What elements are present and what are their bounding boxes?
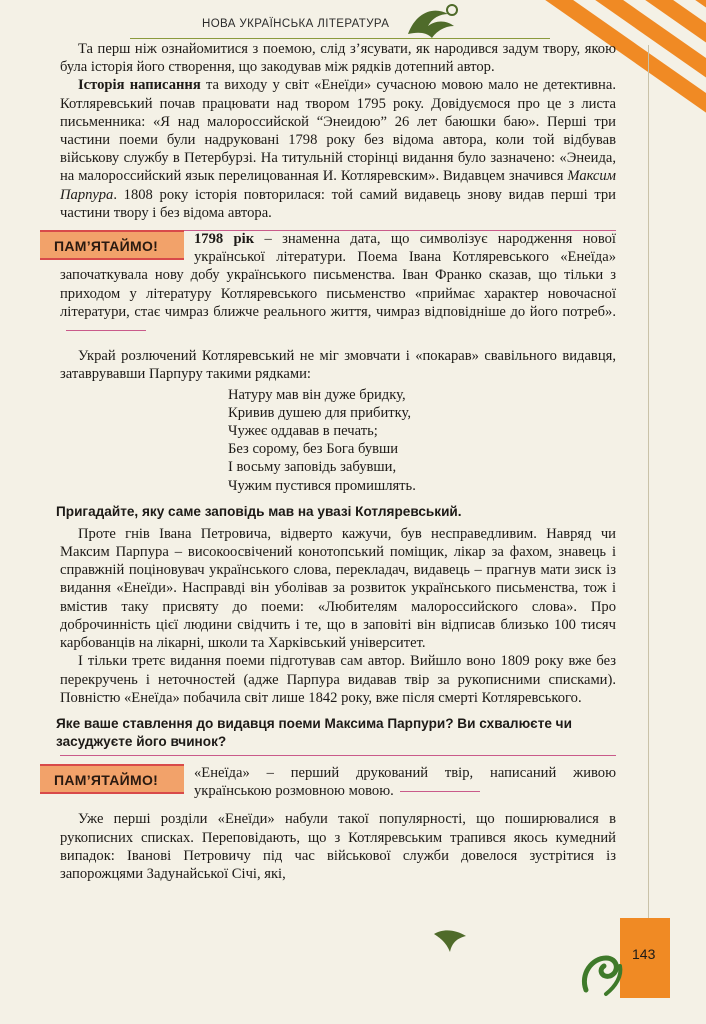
paragraph: Украй розлючений Котляревський не міг змовчати і «покарав» свавільного видавця, затаврувавши Парпуру такими рядками: — [60, 348, 616, 383]
poem-line: Без сорому, без Бога бувши — [228, 441, 399, 458]
paragraph: Проте гнів Івана Петровича, відверто кажучи, був несправедливим. Навряд чи Максим Парпура – високоосвічений конотопський поміщик, лікар за фахом, знавець і справжній поціновувач українського слова, перекладач, видавець – прагнув мати зиск із видання «Енеїди». Насправді він уболівав за розвиток українського письменства, тож і вмістив таку присвяту до поеми: «Любителям малороссийского слова». Про доброчинність цієї людини свідчить і те, що в заповіті він відписав близько 100 тисяч карбованців на лікарні, школи та Харківський університет. — [60, 525, 616, 652]
key-date: 1798 рік — [194, 231, 255, 248]
page-number: 143 — [632, 946, 656, 962]
callout-rule — [184, 230, 616, 231]
poem-line: Чужеє оддавав в печать; — [228, 423, 378, 440]
paragraph: Уже перші розділи «Енеїди» набули такої популярності, що поширювалися в рукописних списках. Переповідають, що з Котляревським трапився якось кумедний випадок: Іванові Петровичу під час військової служби довелося зустрітися із запорожцями Задунайської Січі, які, — [60, 811, 616, 882]
remember-badge — [40, 764, 184, 794]
callout-end-rule — [66, 330, 146, 331]
term-bold: Історія написання — [78, 77, 201, 94]
leaf-ornament-icon — [430, 926, 470, 956]
poem-line: Чужим пустився промишлять. — [228, 477, 416, 494]
main-text — [54, 40, 616, 883]
paragraph — [60, 76, 616, 222]
question: Пригадайте, яку саме заповідь мав на увазі Котляревський. — [56, 503, 462, 519]
callout-body: «Енеїда» – перший друкований твір, написаний живою українською розмовною мовою. — [194, 764, 616, 800]
swirl-logo-icon — [576, 944, 626, 1000]
paragraph: Та перш ніж ознайомитися з поемою, слід з’ясувати, як народився задум твору, якою була історія його створення, що закодував між рядків дотепний автор. — [60, 41, 616, 76]
paragraph: І тільки третє видання поеми підготував сам автор. Вийшло воно 1809 року вже без перекручень і неточностей (адже Парпура видавав твір за рукописними списками). Повністю «Енеїда» побачила світ лише 1842 року, вже після смерті Котляревського. — [60, 653, 616, 706]
poem-line: І восьму заповідь забувши, — [228, 459, 397, 476]
remember-callout — [54, 764, 616, 800]
badge-label: ПАМ’ЯТАЙМО! — [54, 238, 159, 255]
badge-label: ПАМ’ЯТАЙМО! — [54, 771, 159, 788]
callout-end-rule — [400, 791, 480, 792]
poem-excerpt — [228, 386, 616, 495]
page-header — [130, 16, 550, 39]
paragraph-text: та виходу у світ «Енеїди» сучасною мовою мало не детективна. Котляревський почав працювати над твором 1795 року. Довідуємося про це з листа письменника: «Я над малороссийской “Энеидою” 26 лет баюшки баю». Перші три частини поеми були надруковані 1798 року без відома автора, коли той відбував військову службу в Петербурзі. На титульній сторінці видання було зазначено: «Энеида, на малороссийский язык перелицованная И. Котляревским». Видавцем значився — [60, 77, 616, 185]
callout-body: – знаменна дата, що символізує народження нової української літератури. Поема Івана Котляревського «Енеїда» започаткувала нову добу українського письменства. Іван Франко сказав, що тільки з приходом у літературу Котляревського письменство «приймає характер новочасної літератури, стає чимраз ближче реального життя, чимраз відповідніше до його потреб». — [60, 231, 616, 320]
question: Яке ваше ставлення до видавця поеми Максима Парпури? Ви схвалюєте чи засуджуєте його вчинок? — [56, 715, 572, 749]
paragraph-text: . 1808 року історія повторилася: той самий видавець знову видав перші три частини твору і без відома автора. — [60, 186, 616, 221]
header-title: НОВА УКРАЇНСЬКА ЛІТЕРАТУРА — [202, 18, 390, 30]
poem-line: Кривив душею для прибитку, — [228, 404, 412, 421]
question-rule — [60, 755, 616, 756]
leaf-ornament-icon — [402, 2, 466, 42]
poem-line: Натуру мав він дуже бридку, — [228, 386, 406, 403]
remember-callout — [54, 230, 616, 339]
publisher-name: Максим Парпура — [60, 168, 616, 203]
remember-badge — [40, 230, 184, 260]
right-margin-rule — [648, 45, 649, 945]
